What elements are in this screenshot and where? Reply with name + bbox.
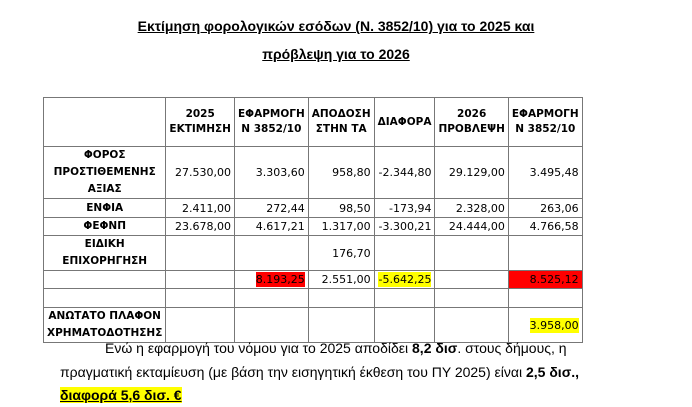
table-cell	[234, 308, 308, 343]
cell-value: -3.300,21	[378, 220, 432, 233]
table-cell	[435, 236, 508, 271]
row-label	[44, 199, 166, 218]
paragraph-line2: πραγματική εκταμίευση (με βάση την εισηγητική έκθεση του ΠΥ 2025) είναι 2,5 δισ.,	[60, 364, 580, 380]
table-cell	[308, 271, 374, 289]
table-cell	[308, 236, 374, 271]
cell-value: 4.617,21	[255, 220, 305, 233]
header-row	[44, 98, 583, 147]
column-header-text: ΕΦΑΡΜΟΓΗ	[511, 108, 579, 120]
row-label	[44, 236, 166, 271]
row-label-text: ΑΞΙΑΣ	[87, 183, 122, 195]
column-header	[166, 98, 235, 147]
table-cell	[234, 289, 308, 308]
cell-value: 176,70	[332, 246, 371, 260]
column-header	[508, 98, 582, 147]
table-cell	[435, 218, 508, 236]
cell-value: 29.129,00	[448, 166, 505, 179]
row-label-text: ΠΡΟΣΤΙΘΕΜΕΝΗΣ	[53, 166, 156, 178]
table-cell	[435, 271, 508, 289]
column-header	[44, 98, 166, 147]
column-header	[374, 98, 435, 147]
table-row	[44, 271, 583, 289]
column-header-text: ΕΚΤΙΜΗΣΗ	[169, 123, 231, 135]
table-cell	[374, 271, 435, 289]
column-header-text: ΣΤΗΝ ΤΑ	[315, 123, 367, 135]
table-cell	[508, 271, 582, 289]
cell-value: 2.551,00	[321, 273, 371, 286]
table-cell	[234, 218, 308, 236]
table-row	[44, 147, 583, 199]
table-row	[44, 218, 583, 236]
paragraph-line3	[60, 387, 182, 403]
table-cell	[435, 199, 508, 218]
cell-value: 8.525,12	[529, 273, 579, 286]
cell-value: 1.317,00	[321, 220, 371, 233]
table-row	[44, 199, 583, 218]
column-header	[435, 98, 508, 147]
cell-value: -173,94	[388, 201, 432, 215]
row-label-text: ΕΙΔΙΚΗ	[84, 238, 125, 250]
paragraph-line1: Ενώ η εφαρμογή του νόμου για το 2025 αποδίδει 8,2 δισ. στους δήμους, η	[105, 340, 567, 356]
table-cell	[234, 199, 308, 218]
row-label	[44, 218, 166, 236]
cell-value: 272,44	[266, 201, 305, 215]
row-label-text: ΕΠΙΧΟΡΗΓΗΣΗ	[62, 255, 148, 267]
doc-title-line1: Εκτίμηση φορολογικών εσόδων (Ν. 3852/10) για το 2025 και	[137, 18, 535, 34]
table-cell	[374, 308, 435, 343]
table-cell	[435, 289, 508, 308]
cell-value: -2.344,80	[378, 166, 432, 179]
table-cell	[374, 199, 435, 218]
table-cell	[308, 199, 374, 218]
table-cell	[508, 236, 582, 271]
table-cell	[508, 199, 582, 218]
revenue-table	[43, 97, 583, 343]
table-cell	[308, 289, 374, 308]
cell-value: -5.642,25	[378, 273, 432, 286]
table-cell	[508, 289, 582, 308]
cell-value: 2.411,00	[181, 201, 231, 215]
row-label-text: ΧΡΗΜΑΤΟΔΟΤΗΣΗΣ	[47, 327, 163, 339]
cell-value: 23.678,00	[174, 220, 231, 233]
table-cell	[234, 236, 308, 271]
cell-value: 27.530,00	[174, 166, 231, 179]
highlighted-difference: διαφορά 5,6 δισ. €	[60, 387, 182, 403]
table-cell	[308, 147, 374, 199]
table-cell	[166, 199, 235, 218]
column-header-text: Ν 3852/10	[515, 123, 576, 135]
table-cell	[435, 147, 508, 199]
table-cell	[374, 289, 435, 308]
cell-value: 4.766,58	[529, 220, 579, 233]
table-cell	[166, 271, 235, 289]
table-cell	[508, 218, 582, 236]
row-label	[44, 289, 166, 308]
cell-value: 958,80	[332, 166, 371, 179]
table-cell	[308, 308, 374, 343]
row-label	[44, 271, 166, 289]
table-cell	[234, 271, 308, 289]
table-cell	[374, 147, 435, 199]
row-label	[44, 308, 166, 343]
row-label-text: ΑΝΩΤΑΤΟ ΠΛΑΦΟΝ	[48, 310, 161, 322]
table-cell	[166, 147, 235, 199]
column-header-text: 2026	[457, 108, 487, 120]
cell-value: 24.444,00	[448, 220, 505, 233]
column-header-text: ΔΙΑΦΟΡΑ	[377, 115, 432, 128]
table-cell	[234, 147, 308, 199]
cell-value: 263,06	[540, 201, 579, 215]
table-cell	[166, 289, 235, 308]
column-header-text: ΑΠΟΔΟΣΗ	[311, 108, 371, 120]
table-cell	[166, 218, 235, 236]
doc-title-line2: πρόβλεψη για το 2026	[262, 46, 410, 62]
column-header-text: 2025	[185, 108, 215, 120]
cell-value: 8.193,25	[255, 273, 305, 286]
cell-value: 3.495,48	[529, 166, 579, 179]
column-header	[308, 98, 374, 147]
cell-value: 3.958,00	[529, 318, 579, 332]
table-cell	[374, 218, 435, 236]
row-label-text: ΦΕΦΝΠ	[83, 220, 126, 232]
table-row	[44, 236, 583, 271]
row-label-text: ΦΟΡΟΣ	[83, 149, 126, 161]
cell-value: 2.328,00	[455, 201, 505, 215]
column-header-text: Ν 3852/10	[241, 123, 302, 135]
column-header-text: ΕΦΑΡΜΟΓΗ	[237, 108, 305, 120]
table-cell	[308, 218, 374, 236]
table-cell	[435, 308, 508, 343]
table-cell	[508, 147, 582, 199]
column-header-text: ΠΡΟΒΛΕΨΗ	[438, 123, 505, 135]
table-cell	[166, 308, 235, 343]
table-row	[44, 308, 583, 343]
table-cell	[374, 236, 435, 271]
row-label-text: ΕΝΦΙΑ	[86, 201, 124, 214]
cell-value: 3.303,60	[255, 166, 305, 179]
cell-value: 98,50	[339, 201, 371, 215]
table-cell	[166, 236, 235, 271]
row-label	[44, 147, 166, 199]
table-row	[44, 289, 583, 308]
table-cell	[508, 308, 582, 343]
column-header	[234, 98, 308, 147]
